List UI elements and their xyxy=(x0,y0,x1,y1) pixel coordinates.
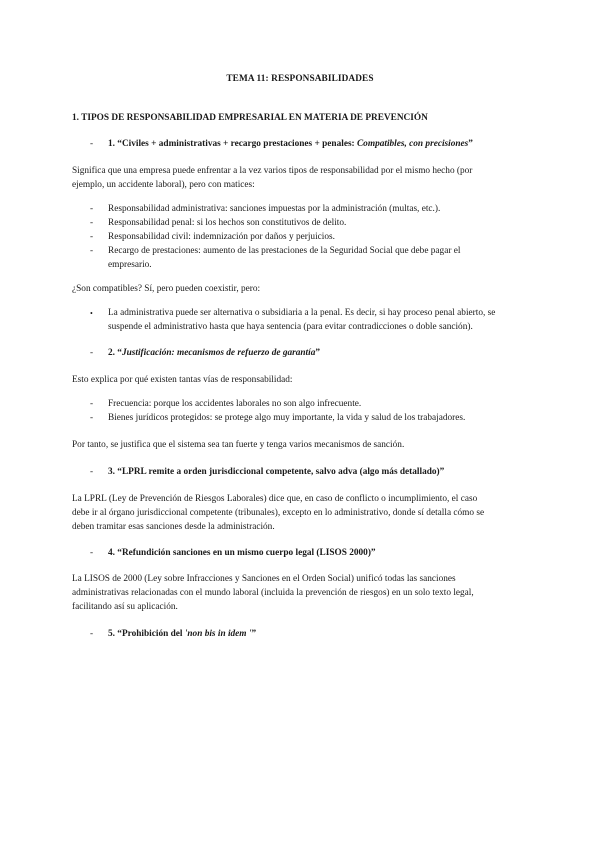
paragraph-2: ¿Son compatibles? Sí, pero pueden coexistir, pero: xyxy=(72,284,261,294)
list-marker: - xyxy=(90,204,94,214)
list-marker: - xyxy=(90,348,94,358)
point-4-heading: 4. “Refundición sanciones en un mismo cuerpo legal (LISOS 2000)” xyxy=(108,548,376,558)
list-item: Responsabilidad penal: si los hechos son constitutivos de delito. xyxy=(108,218,347,228)
list-marker: - xyxy=(90,467,94,477)
point-1-heading: 1. “Civiles + administrativas + recargo prestaciones + penales: Compatibles, con precisiones” xyxy=(108,139,473,149)
paragraph-5-line-3: deben tramitar esas sanciones desde la administración. xyxy=(72,522,275,532)
bullet-icon: • xyxy=(90,309,93,318)
page-title: TEMA 11: RESPONSABILIDADES xyxy=(226,74,374,84)
list-marker: - xyxy=(90,399,94,409)
paragraph-1-line-2: ejemplo, un accidente laboral), pero con matices: xyxy=(72,180,255,190)
paragraph-5-line-1: La LPRL (Ley de Prevención de Riesgos Laborales) dice que, en caso de conflicto o incumplimiento, el caso xyxy=(72,494,478,504)
list-item: Responsabilidad administrativa: sanciones impuestas por la administración (multas, etc.). xyxy=(108,204,441,214)
paragraph-1-line-1: Significa que una empresa puede enfrentar a la vez varios tipos de responsabilidad por el mismo hecho (por xyxy=(72,166,473,176)
bullet-line-1: La administrativa puede ser alternativa o subsidiaria a la penal. Es decir, si hay proceso penal abierto, se xyxy=(108,308,496,318)
list-marker: - xyxy=(90,548,94,558)
list-marker: - xyxy=(90,139,94,149)
list-marker: - xyxy=(90,413,94,423)
list-item-continuation: empresario. xyxy=(108,260,152,270)
list-item: Bienes jurídicos protegidos: se protege algo muy importante, la vida y salud de los trabajadores. xyxy=(108,413,466,423)
paragraph-6-line-2: administrativas relacionadas con el mundo laboral (incluida la prevención de riesgos) en un solo texto legal, xyxy=(72,588,474,598)
list-item: Recargo de prestaciones: aumento de las prestaciones de la Seguridad Social que debe pagar el xyxy=(108,246,461,256)
bullet-line-2: suspende el administrativo hasta que haya sentencia (para evitar contradicciones o doble sanción). xyxy=(108,322,473,332)
point-2-heading: 2. “Justificación: mecanismos de refuerzo de garantía” xyxy=(108,348,321,358)
list-item: Frecuencia: porque los accidentes laborales no son algo infrecuente. xyxy=(108,399,362,409)
section-heading: 1. TIPOS DE RESPONSABILIDAD EMPRESARIAL EN MATERIA DE PREVENCIÓN xyxy=(72,113,428,123)
paragraph-3: Esto explica por qué existen tantas vías de responsabilidad: xyxy=(72,375,293,385)
list-marker: - xyxy=(90,246,94,256)
list-marker: - xyxy=(90,232,94,242)
point-3-heading: 3. “LPRL remite a orden jurisdiccional competente, salvo adva (algo más detallado)” xyxy=(108,467,445,477)
paragraph-4: Por tanto, se justifica que el sistema sea tan fuerte y tenga varios mecanismos de sanción. xyxy=(72,440,405,450)
paragraph-5-line-2: debe ir al órgano jurisdiccional competente (tribunales), excepto en lo administrativo, donde sí detalla cómo se xyxy=(72,508,485,518)
list-marker: - xyxy=(90,629,94,639)
paragraph-6-line-1: La LISOS de 2000 (Ley sobre Infracciones y Sanciones en el Orden Social) unificó todas las sanciones xyxy=(72,574,456,584)
list-item: Responsabilidad civil: indemnización por daños y perjuicios. xyxy=(108,232,335,242)
paragraph-6-line-3: facilitando así su aplicación. xyxy=(72,602,178,612)
point-5-heading: 5. “Prohibición del 'non bis in idem '” xyxy=(108,629,257,639)
list-marker: - xyxy=(90,218,94,228)
